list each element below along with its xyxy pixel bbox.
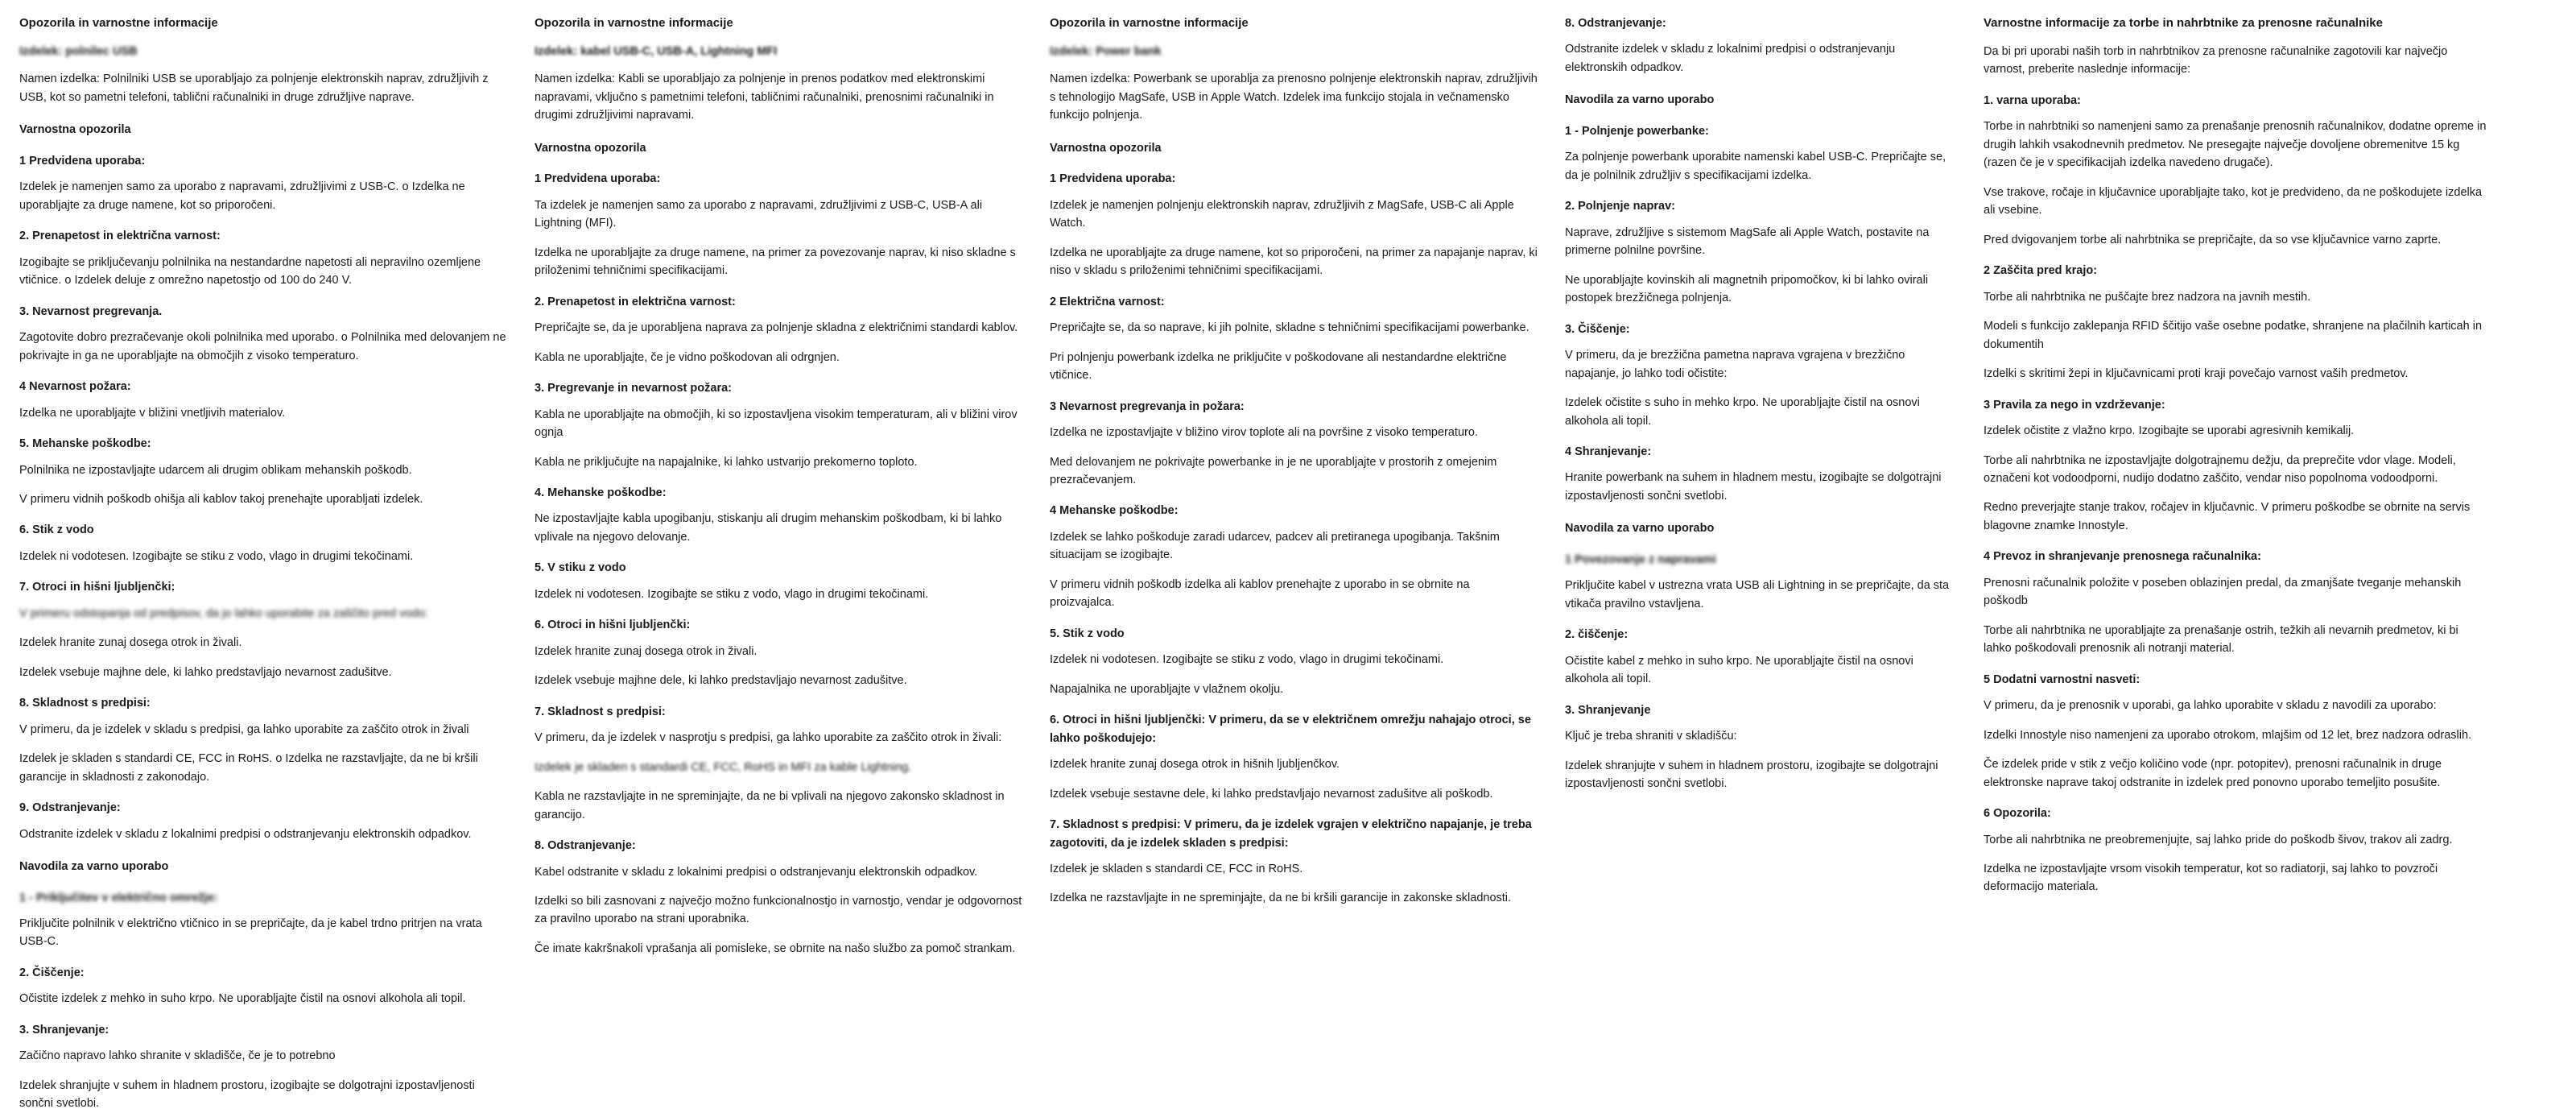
paragraph: Ne uporabljajte kovinskih ali magnetnih pripomočkov, ki bi lahko ovirali postopek brezžičnega polnjenja. [1565, 273, 1929, 305]
paragraph: Torbe ali nahrbtnika ne izpostavljajte dolgotrajnemu dežju, da preprečite vdor vlage. Modeli, označeni kot vodoodporni, nudijo dodatno zaščito, vendar niso popolnoma vodoodporni. [1984, 453, 2456, 485]
item-heading: 4. Mehanske poškodbe: [535, 486, 667, 499]
section-heading: Varnostna opozorila [535, 141, 646, 155]
paragraph: Izdelka ne izpostavljajte v bližino virov toplote ali na površine z visoko temperaturo. [1050, 426, 1478, 440]
item-heading: 1 - Polnjenje powerbanke: [1565, 124, 1709, 138]
item-heading: 8. Odstranjevanje: [1565, 17, 1666, 30]
product-subtitle-text: Izdelek: polnilec USB [19, 45, 138, 58]
paragraph: Izdelek očistite z vlažno krpo. Izogibajte se uporabi agresivnih kemikalij. [1984, 424, 2355, 438]
item-heading: 4 Shranjevanje: [1565, 445, 1652, 458]
product-subtitle-text: Izdelek: kabel USB-C, USB-A, Lightning MFI [535, 45, 778, 58]
item-heading: 4 Prevoz in shranjevanje prenosnega računalnika: [1984, 550, 2261, 564]
paragraph-text: V primeru odstopanja od predpisov, da jo lahko uporabite za zaščito pred vodo: [19, 606, 428, 620]
item-heading: 2. Prenapetost in električna varnost: [535, 295, 736, 308]
item-heading: 7. Skladnost s predpisi: [535, 705, 666, 718]
item-heading: 5. Mehanske poškodbe: [19, 437, 151, 451]
paragraph: Pred dvigovanjem torbe ali nahrbtnika se prepričajte, da so vse ključavnice varno zaprte. [1984, 233, 2442, 246]
paragraph: Odstranite izdelek v skladu z lokalnimi predpisi o odstranjevanju elektronskih odpadkov. [1565, 43, 1896, 74]
item-heading: 6. Otroci in hišni ljubljenčki: V primeru, da se v električnem omrežju nahajajo otroci, se lahko poškodujejo: [1050, 714, 1531, 745]
paragraph: Da bi pri uporabi naših torb in nahrbtnikov za prenosne računalnike zagotovili kar največjo varnost, preberite naslednje informacije: [1984, 45, 2448, 77]
section-heading: Navodila za varno uporabo [1565, 522, 1715, 536]
paragraph: Za polnjenje powerbank uporabite namenski kabel USB-C. Prepričajte se, da je polnilnik združljiv s specifikacijami izdelka. [1565, 151, 1946, 182]
document-column-2 [526, 14, 1042, 1007]
item-heading: 3 Nevarnost pregrevanja in požara: [1050, 399, 1245, 413]
item-heading: 8. Skladnost s predpisi: [19, 697, 151, 710]
paragraph: Izdelek ni vodotesen. Izogibajte se stiku z vodo, vlago in drugimi tekočinami. [19, 549, 414, 563]
paragraph: Priključite kabel v ustrezna vrata USB ali Lightning in se prepričajte, da sta vtikača pravilno vstavljena. [1565, 579, 1950, 610]
paragraph: Izdelka ne uporabljajte za druge namene, kot so priporočeni, na primer za napajanje naprav, ki niso v skladu s priloženimi tehničnimi specifikacijami. [1050, 246, 1538, 278]
paragraph: Hranite powerbank na suhem in hladnem mestu, izogibajte se dolgotrajni izpostavljenosti sončni svetlobi. [1565, 471, 1942, 503]
item-heading: 3 Pravila za nego in vzdrževanje: [1984, 398, 2165, 412]
paragraph: Očistite kabel z mehko in suho krpo. Ne uporabljajte čistil na osnovi alkohola ali topil. [1565, 654, 1913, 686]
item-heading-text: 1 Povezovanje z napravami [1565, 552, 1716, 566]
paragraph: Izdelka ne uporabljajte za druge namene, na primer za povezovanje naprav, ki niso skladne s priloženimi tehničnimi specifikacijami. [535, 246, 1016, 278]
paragraph: Ključ je treba shraniti v skladišču: [1565, 730, 1737, 743]
paragraph: V primeru vidnih poškodb ohišja ali kablov takoj prenehajte uporabljati izdelek. [19, 492, 423, 506]
paragraph: Izdelek je namenjen polnjenju elektronskih naprav, združljivih z MagSafe, USB-C ali Apple Watch. [1050, 198, 1514, 230]
item-heading: 9. Odstranjevanje: [19, 801, 121, 815]
paragraph: Kabla ne uporabljajte, če je vidno poškodovan ali odrgnjen. [535, 350, 840, 364]
paragraph: Izdelek vsebuje sestavne dele, ki lahko predstavljajo nevarnost zadušitve ali poškodb. [1050, 787, 1493, 801]
paragraph: Izdelka ne razstavljajte in ne spreminjajte, da ne bi kršili garancije in zakonske skladnosti. [1050, 892, 1512, 905]
section-heading: Navodila za varno uporabo [1565, 93, 1715, 107]
product-subtitle [535, 43, 1022, 60]
paragraph: Očistite izdelek z mehko in suho krpo. Ne uporabljajte čistil na osnovi alkohola ali topil. [19, 992, 466, 1006]
item-heading: 7. Skladnost s predpisi: V primeru, da je izdelek vgrajen v električno napajanje, je treba zagotoviti, da je izdelek skladen s predpisi: [1050, 818, 1532, 850]
paragraph: Kabla ne priključujte na napajalnike, ki lahko ustvarijo prekomerno toploto. [535, 455, 918, 469]
section-heading: Varnostna opozorila [19, 123, 131, 137]
paragraph: Ne izpostavljajte kabla upogibanju, stiskanju ali drugim mehanskim poškodbam, ki bi lahko vplivale na njegovo delovanje. [535, 512, 1002, 544]
paragraph: Če izdelek pride v stik z večjo količino vode (npr. potopitev), prenosni računalnik in druge elektronske naprave takoj odstranite in izdelek pred ponovno uporabo temeljito posušite. [1984, 758, 2442, 789]
paragraph: Odstranite izdelek v skladu z lokalnimi predpisi o odstranjevanju elektronskih odpadkov. [19, 827, 472, 841]
paragraph: Torbe ali nahrbtnika ne preobremenjujte, saj lahko pride do poškodb šivov, trakov ali zadrg. [1984, 833, 2453, 846]
paragraph: Modeli s funkcijo zaklepanja RFID ščitijo vaše osebne podatke, shranjene na plačilnih karticah in dokumentih [1984, 320, 2483, 351]
item-heading: 3. Shranjevanje [1565, 703, 1651, 717]
item-heading: 2 Električna varnost: [1050, 295, 1165, 308]
paragraph: Namen izdelka: Kabli se uporabljajo za polnjenje in prenos podatkov med elektronskimi napravami, vključno s pametnimi telefoni, tabličnimi računalniki, prenosnimi računalniki in drugimi združljivimi napravami. [535, 72, 994, 122]
paragraph: Med delovanjem ne pokrivajte powerbanke in je ne uporabljajte v prostorih z omejenim prezračevanjem. [1050, 455, 1497, 486]
paragraph: Izdelki s skritimi žepi in ključavnicami proti kraji povečajo varnost vaših predmetov. [1984, 367, 2409, 381]
paragraph [19, 605, 507, 623]
item-heading: 6. Otroci in hišni ljubljenčki: [535, 619, 691, 632]
paragraph: Kabla ne uporabljajte na območjih, ki so izpostavljena visokim temperaturam, ali v bližini virov ognja [535, 408, 1018, 440]
paragraph: Ta izdelek je namenjen samo za uporabo z napravami, združljivimi z USB-C, USB-A ali Lightning (MFI). [535, 198, 983, 230]
document-column-4 [1557, 14, 1975, 1007]
paragraph: Polnilnika ne izpostavljajte udarcem ali drugim oblikam mehanskih poškodb. [19, 463, 412, 477]
paragraph: Pri polnjenju powerbank izdelka ne priključite v poškodovane ali nestandardne električne vtičnice. [1050, 350, 1507, 383]
paragraph: Zagotovite dobro prezračevanje okoli polnilnika med uporabo. o Polnilnika med delovanjem ne pokrivajte in ga ne uporabljajte na območjih z visoko temperaturo. [19, 331, 506, 362]
section-heading: Navodila za varno uporabo [19, 860, 169, 874]
paragraph: Vse trakove, ročaje in ključavnice uporabljajte tako, kot je predvideno, da ne poškodujete izdelka ali vsebine. [1984, 185, 2483, 217]
paragraph: Namen izdelka: Polnilniki USB se uporabljajo za polnjenje elektronskih naprav, združljivih z USB, kot so pametni telefoni, tablični računalniki in druge združljive naprave. [19, 72, 489, 104]
paragraph: Izdelek očistite s suho in mehko krpo. Ne uporabljajte čistil na osnovi alkohola ali topil. [1565, 396, 1920, 428]
item-heading-text: 1 - Priključitev v električno omrežje: [19, 891, 218, 904]
paragraph: Redno preverjajte stanje trakov, ročajev in ključavnic. V primeru poškodbe se obrnite na servis blagovne znamke Innostyle. [1984, 501, 2471, 532]
item-heading: 6 Opozorila: [1984, 807, 2051, 821]
item-heading: 3. Čiščenje: [1565, 322, 1630, 336]
paragraph: V primeru vidnih poškodb izdelka ali kablov prenehajte z uporabo in se obrnite na proizvajalca. [1050, 577, 1470, 610]
item-heading: 1 Predvidena uporaba: [1050, 172, 1176, 186]
item-heading: 1. varna uporaba: [1984, 93, 2081, 107]
paragraph: Kabel odstranite v skladu z lokalnimi predpisi o odstranjevanju elektronskih odpadkov. [535, 865, 978, 879]
paragraph: Torbe in nahrbtniki so namenjeni samo za prenašanje prenosnih računalnikov, dodatne opreme in drugih lahkih vsakodnevnih predmetov. Ne presegajte največje dovoljene obremenitve 15 kg (razen če je v specifikacijah izdelka navedeno drugače). [1984, 120, 2487, 170]
paragraph: Izdelek shranjujte v suhem in hladnem prostoru, izogibajte se dolgotrajni izpostavljenosti sončni svetlobi. [19, 1078, 475, 1111]
paragraph: Izdelek je skladen s standardi CE, FCC in RoHS. [1050, 863, 1303, 875]
paragraph: Izdelka ne uporabljajte v bližini vnetljivih materialov. [19, 406, 286, 420]
paragraph: Izdelek je namenjen samo za uporabo z napravami, združljivimi z USB-C. o Izdelka ne uporabljajte za druge namene, kot so priporočeni. [19, 180, 465, 212]
paragraph [535, 759, 1022, 776]
paragraph: Prepričajte se, da so naprave, ki jih polnite, skladne s tehničnimi specifikacijami powerbanke. [1050, 321, 1530, 335]
paragraph: Izogibajte se priključevanju polnilnika na nestandardne napetosti ali nepravilno ozemljene vtičnice. o Izdelek deluje z omrežno napetostjo od 100 do 240 V. [19, 255, 481, 288]
paragraph: Izdelek vsebuje majhne dele, ki lahko predstavljajo nevarnost zadušitve. [535, 674, 907, 688]
document-column-1 [11, 14, 526, 1111]
item-heading: 5 Dodatni varnostni nasveti: [1984, 672, 2140, 686]
item-heading: 3. Nevarnost pregrevanja. [19, 304, 163, 318]
item-heading: 2 Zaščita pred krajo: [1984, 264, 2098, 278]
item-heading: 3. Pregrevanje in nevarnost požara: [535, 382, 732, 395]
paragraph: Izdelek hranite zunaj dosega otrok in živali. [19, 636, 242, 650]
product-subtitle [1050, 43, 1538, 60]
paragraph: Izdelek vsebuje majhne dele, ki lahko predstavljajo nevarnost zadušitve. [19, 665, 392, 679]
paragraph: V primeru, da je izdelek v nasprotju s predpisi, ga lahko uporabite za zaščito otrok in živali: [535, 731, 1002, 745]
paragraph: Naprave, združljive s sistemom MagSafe ali Apple Watch, postavite na primerne polnilne površine. [1565, 225, 1930, 258]
paragraph: Torbe ali nahrbtnika ne uporabljajte za prenašanje ostrih, težkih ali nevarnih predmetov, ki bi lahko poškodovali prenosnik ali notranji material. [1984, 623, 2458, 656]
item-heading: 2. čiščenje: [1565, 628, 1629, 642]
section-heading: Varnostna opozorila [1050, 141, 1162, 155]
product-subtitle [19, 43, 507, 60]
item-heading: 3. Shranjevanje: [19, 1023, 109, 1036]
paragraph: Kabla ne razstavljajte in ne spreminjajte, da ne bi vplivali na njegovo zakonsko skladnost in garancijo. [535, 790, 1005, 821]
paragraph: Namen izdelka: Powerbank se uporablja za prenosno polnjenje elektronskih naprav, združljivih s tehnologijo MagSafe, USB in Apple Watch. Izdelek ima funkcijo stojala in večnamensko funkcijo polnjenja. [1050, 72, 1538, 122]
paragraph: Izdelek je skladen s standardi CE, FCC in RoHS. o Izdelka ne razstavljajte, da ne bi kršili garancije in skladnosti z zakonodajo. [19, 752, 478, 784]
item-heading: 8. Odstranjevanje: [535, 839, 636, 853]
column-title: Opozorila in varnostne informacije [19, 16, 218, 30]
paragraph: Izdelki so bili zasnovani z največjo možno funkcionalnostjo in varnostjo, vendar je odgovornost za pravilno uporabo na strani uporabnika. [535, 895, 1022, 926]
paragraph: Napajalnika ne uporabljajte v vlažnem okolju. [1050, 682, 1284, 696]
item-heading: 6. Stik z vodo [19, 523, 94, 537]
paragraph: Izdelek hranite zunaj dosega otrok in hišnih ljubljenčkov. [1050, 758, 1340, 772]
paragraph: Priključite polnilnik v električno vtičnico in se prepričajte, da je kabel trdno pritrjen na vrata USB-C. [19, 917, 482, 949]
paragraph: Če imate kakršnakoli vprašanja ali pomisleke, se obrnite na našo službo za pomoč strankam. [535, 941, 1016, 955]
column-title: Opozorila in varnostne informacije [1050, 16, 1249, 30]
paragraph: Torbe ali nahrbtnika ne puščajte brez nadzora na javnih mestih. [1984, 290, 2311, 304]
item-heading: 1 Predvidena uporaba: [535, 172, 661, 186]
item-heading: 2. Prenapetost in električna varnost: [19, 230, 221, 243]
item-heading: 5. Stik z vodo [1050, 627, 1125, 640]
paragraph: Začično napravo lahko shranite v skladišče, če je to potrebno [19, 1049, 336, 1063]
column-title: Opozorila in varnostne informacije [535, 16, 733, 30]
paragraph: Izdelki Innostyle niso namenjeni za uporabo otrokom, mlajšim od 12 let, brez nadzora odraslih. [1984, 728, 2472, 742]
item-heading: 7. Otroci in hišni ljubljenčki: [19, 581, 175, 594]
column-title: Varnostne informacije za torbe in nahrbtnike za prenosne računalnike [1984, 16, 2383, 30]
paragraph: Izdelek ni vodotesen. Izogibajte se stiku z vodo, vlago in drugimi tekočinami. [535, 587, 929, 601]
item-heading: 2. Čiščenje: [19, 966, 85, 979]
item-heading: 4 Mehanske poškodbe: [1050, 504, 1179, 518]
paragraph: Izdelek ni vodotesen. Izogibajte se stiku z vodo, vlago in drugimi tekočinami. [1050, 653, 1444, 667]
item-heading: 5. V stiku z vodo [535, 561, 626, 575]
item-heading [1565, 551, 1956, 569]
product-subtitle-text: Izdelek: Power bank [1050, 45, 1162, 58]
paragraph: Prenosni računalnik položite v poseben oblazinjen predal, da zmanjšate tveganje mehanskih poškodb [1984, 576, 2462, 608]
item-heading: 1 Predvidena uporaba: [19, 154, 146, 168]
paragraph: V primeru, da je brezžična pametna naprava vgrajena v brezžično napajanje, jo lahko todi očistite: [1565, 349, 1905, 380]
document-column-3 [1042, 14, 1557, 1007]
paragraph: Prepričajte se, da je uporabljena naprava za polnjenje skladna z električnimi standardi kablov. [535, 321, 1018, 335]
paragraph: V primeru, da je izdelek v skladu s predpisi, ga lahko uporabite za zaščito otrok in živali [19, 722, 469, 736]
document-column-5 [1975, 14, 2507, 1007]
paragraph-text: Izdelek je skladen s standardi CE, FCC, RoHS in MFI za kable Lightning. [535, 760, 912, 774]
item-heading: 2. Polnjenje naprav: [1565, 200, 1675, 213]
paragraph: V primeru, da je prenosnik v uporabi, ga lahko uporabite v skladu z navodili za uporabo: [1984, 699, 2437, 713]
paragraph: Izdelek hranite zunaj dosega otrok in živali. [535, 644, 758, 658]
paragraph: Izdelka ne izpostavljajte vrsom visokih temperatur, kot so radiatorji, saj lahko to povzroči deformacijo materiala. [1984, 863, 2438, 894]
paragraph: Izdelek shranjujte v suhem in hladnem prostoru, izogibajte se dolgotrajni izpostavljenosti sončni svetlobi. [1565, 759, 1938, 791]
item-heading [19, 889, 507, 907]
item-heading: 4 Nevarnost požara: [19, 380, 131, 394]
paragraph: Izdelek se lahko poškoduje zaradi udarcev, padcev ali pretiranega upogibanja. Takšnim situacijam se izogibajte. [1050, 530, 1500, 562]
